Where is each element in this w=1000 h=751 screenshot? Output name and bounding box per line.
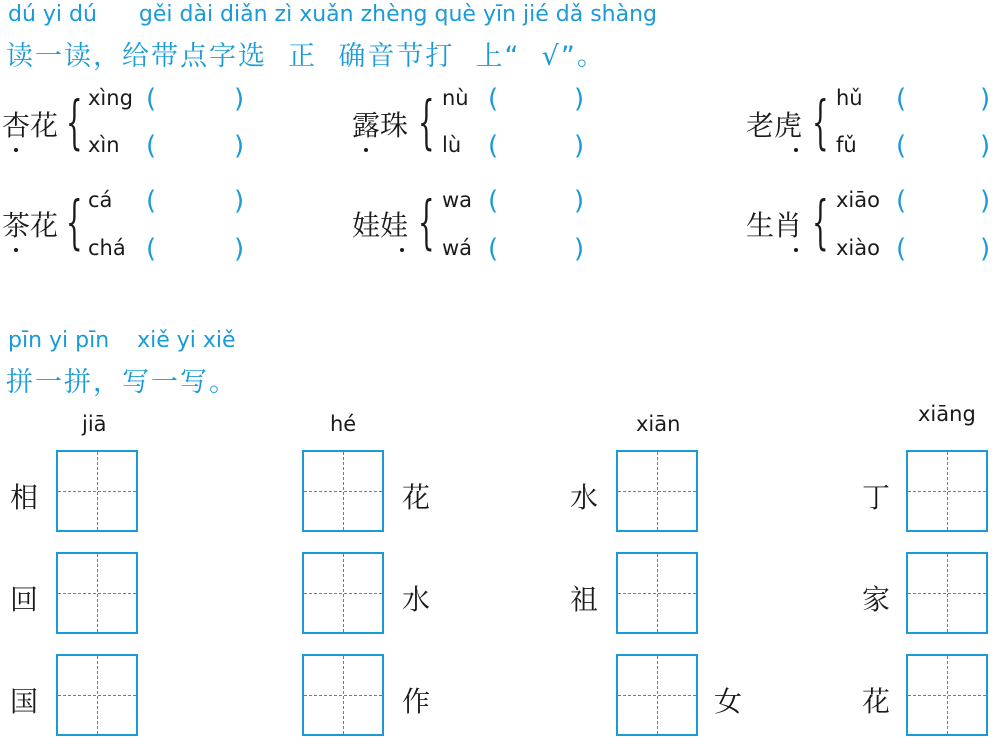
brace: { [418,88,435,156]
writing-box[interactable] [616,450,698,532]
paren-close: ) [980,234,991,264]
hint-char: 水 [570,481,599,514]
hint-char: 作 [402,685,431,718]
writing-box[interactable] [616,654,698,736]
paren-open: ( [896,131,907,161]
section2-pinyin: pīn yi pīn xiě yi xiě [8,328,236,353]
column-pinyin: xiāng [918,402,976,426]
pinyin-option: xìng [88,86,133,110]
writing-box[interactable] [56,654,138,736]
word: 老虎 [746,109,803,142]
word: 露珠 [352,109,409,142]
hint-char: 家 [862,583,891,616]
emphasis-dot [364,148,368,152]
paren-close: ) [234,186,245,216]
paren-open: ( [896,234,907,264]
paren-close: ) [574,84,585,114]
emphasis-dot [14,148,18,152]
word: 娃娃 [352,209,409,242]
pinyin-option: fǔ [836,133,857,157]
brace: { [66,188,83,256]
column-pinyin: xiān [636,412,681,436]
paren-close: ) [234,131,245,161]
paren-close: ) [980,186,991,216]
pinyin-option: wa [442,188,473,212]
hint-char: 花 [402,481,431,514]
pinyin-option: xiāo [836,188,880,212]
pinyin-option: chá [88,236,126,260]
column-pinyin: hé [330,412,357,436]
pinyin-option: cá [88,188,113,212]
word: 茶花 [2,209,59,242]
pinyin-option: xìn [88,133,120,157]
emphasis-dot [794,148,798,152]
writing-box[interactable] [56,450,138,532]
hint-char: 花 [862,685,891,718]
paren-open: ( [488,234,499,264]
word: 生肖 [746,209,803,242]
writing-box[interactable] [906,654,988,736]
writing-box[interactable] [906,552,988,634]
paren-close: ) [574,186,585,216]
paren-open: ( [146,234,157,264]
word: 杏花 [2,109,59,142]
brace: { [812,188,829,256]
pinyin-option: lù [442,133,462,157]
section2-title: 拼一拼，写一写。 [6,367,238,398]
hint-char: 回 [10,583,39,616]
emphasis-dot [400,248,404,252]
section1-pinyin: dú yi dú gěi dài diǎn zì xuǎn zhèng què yīn jié dǎ shàng [8,2,657,27]
paren-open: ( [896,186,907,216]
pinyin-option: xiào [836,236,880,260]
pinyin-option: nù [442,86,469,110]
paren-open: ( [146,84,157,114]
hint-char: 水 [402,583,431,616]
hint-char: 国 [10,685,39,718]
paren-close: ) [980,84,991,114]
pinyin-option: wá [442,236,473,260]
writing-box[interactable] [302,450,384,532]
hint-char: 相 [10,481,39,514]
paren-open: ( [896,84,907,114]
paren-close: ) [574,234,585,264]
emphasis-dot [14,248,18,252]
brace: { [66,88,83,156]
paren-close: ) [234,84,245,114]
brace: { [812,88,829,156]
writing-box[interactable] [616,552,698,634]
writing-box[interactable] [302,552,384,634]
column-pinyin: jiā [82,412,107,436]
writing-box[interactable] [56,552,138,634]
paren-open: ( [146,131,157,161]
paren-open: ( [146,186,157,216]
brace: { [418,188,435,256]
paren-open: ( [488,186,499,216]
emphasis-dot [794,248,798,252]
paren-close: ) [980,131,991,161]
writing-box[interactable] [302,654,384,736]
hint-char: 丁 [862,481,891,514]
pinyin-option: hǔ [836,86,863,110]
hint-char: 祖 [570,583,599,616]
paren-open: ( [488,131,499,161]
paren-close: ) [234,234,245,264]
hint-char: 女 [714,685,743,718]
paren-open: ( [488,84,499,114]
writing-box[interactable] [906,450,988,532]
section1-title: 读一读，给带点字选 正 确音节打 上“ √”。 [6,41,606,72]
paren-close: ) [574,131,585,161]
